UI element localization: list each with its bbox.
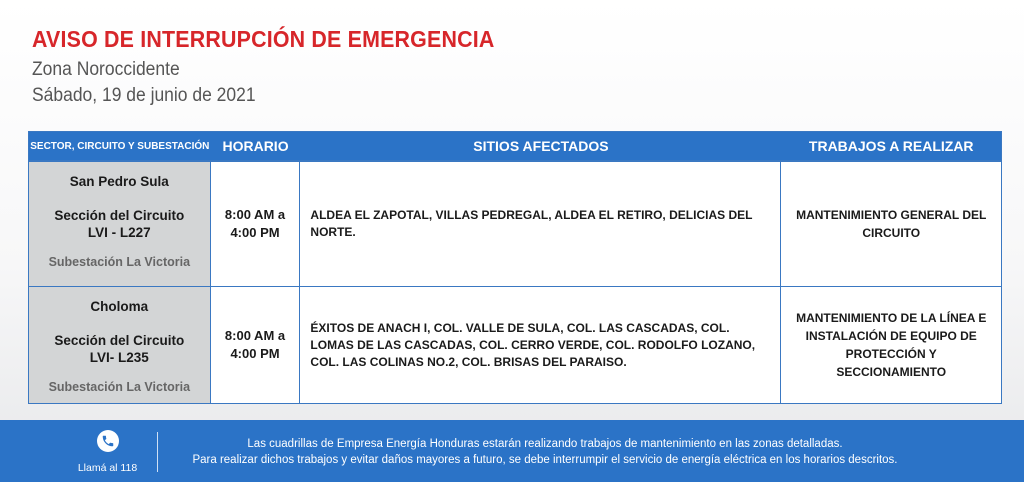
footer-message (165, 436, 925, 468)
phone-label: Llamá al 118 (77, 462, 138, 474)
footer-line-2: Para realizar dichos trabajos y evitar daños mayores a futuro, se debe interrumpir el servicio de energía eléctrica en los horarios descritos. (192, 454, 898, 466)
sector-cell (29, 287, 211, 403)
substation-name: Subestación La Victoria (48, 255, 191, 269)
notice-header (32, 26, 529, 107)
time-cell (211, 162, 301, 286)
circuit-line-2: LVI- L235 (89, 350, 149, 365)
footer-banner (0, 420, 1024, 482)
footer-divider (157, 432, 158, 472)
circuit-line-1: Sección del Circuito (54, 208, 185, 223)
table-row (29, 162, 1001, 287)
city-name: Choloma (90, 299, 149, 314)
time-cell (211, 287, 301, 403)
work-cell: MANTENIMIENTO DE LA LÍNEA E INSTALACIÓN DE EQUIPO DE PROTECCIÓN Y SECCIONAMIENTO (796, 311, 987, 379)
outage-table (28, 131, 1002, 404)
column-header-sector: SECTOR, CIRCUITO Y SUBESTACIÓN (30, 140, 210, 152)
city-name: San Pedro Sula (69, 174, 169, 189)
circuit-line-2: LVI - L227 (87, 225, 151, 240)
table-row (29, 287, 1001, 403)
time-end: 4:00 PM (230, 225, 280, 240)
page-title: AVISO DE INTERRUPCIÓN DE EMERGENCIA (32, 26, 495, 52)
column-header-trabajos: TRABAJOS A REALIZAR (808, 138, 974, 154)
time-start: 8:00 AM a (224, 207, 286, 222)
time-start: 8:00 AM a (224, 328, 286, 343)
phone-icon (97, 430, 119, 452)
date-label: Sábado, 19 de junio de 2021 (32, 85, 256, 106)
column-header-sitios: SITIOS AFECTADOS (473, 138, 609, 154)
time-end: 4:00 PM (230, 346, 280, 361)
substation-name: Subestación La Victoria (48, 380, 191, 394)
call-118[interactable] (60, 430, 155, 474)
footer-line-1: Las cuadrillas de Empresa Energía Honduras estarán realizando trabajos de mantenimiento en las zonas detalladas. (247, 438, 843, 450)
sector-cell (29, 162, 211, 286)
sites-cell: ÉXITOS DE ANACH I, COL. VALLE DE SULA, COL. LAS CASCADAS, COL. LOMAS DE LAS CASCADAS, COL. CERRO VERDE, COL. RODOLFO LOZANO, COL. LAS COLINAS NO.2, COL. BRISAS DEL PARAISO. (300, 287, 781, 403)
column-header-horario: HORARIO (222, 138, 289, 154)
circuit-line-1: Sección del Circuito (54, 333, 185, 348)
zone-label: Zona Noroccidente (32, 59, 180, 80)
table-header (29, 132, 1001, 162)
sites-cell: ALDEA EL ZAPOTAL, VILLAS PEDREGAL, ALDEA EL RETIRO, DELICIAS DEL NORTE. (300, 162, 781, 286)
work-cell: MANTENIMIENTO GENERAL DEL CIRCUITO (796, 208, 987, 240)
